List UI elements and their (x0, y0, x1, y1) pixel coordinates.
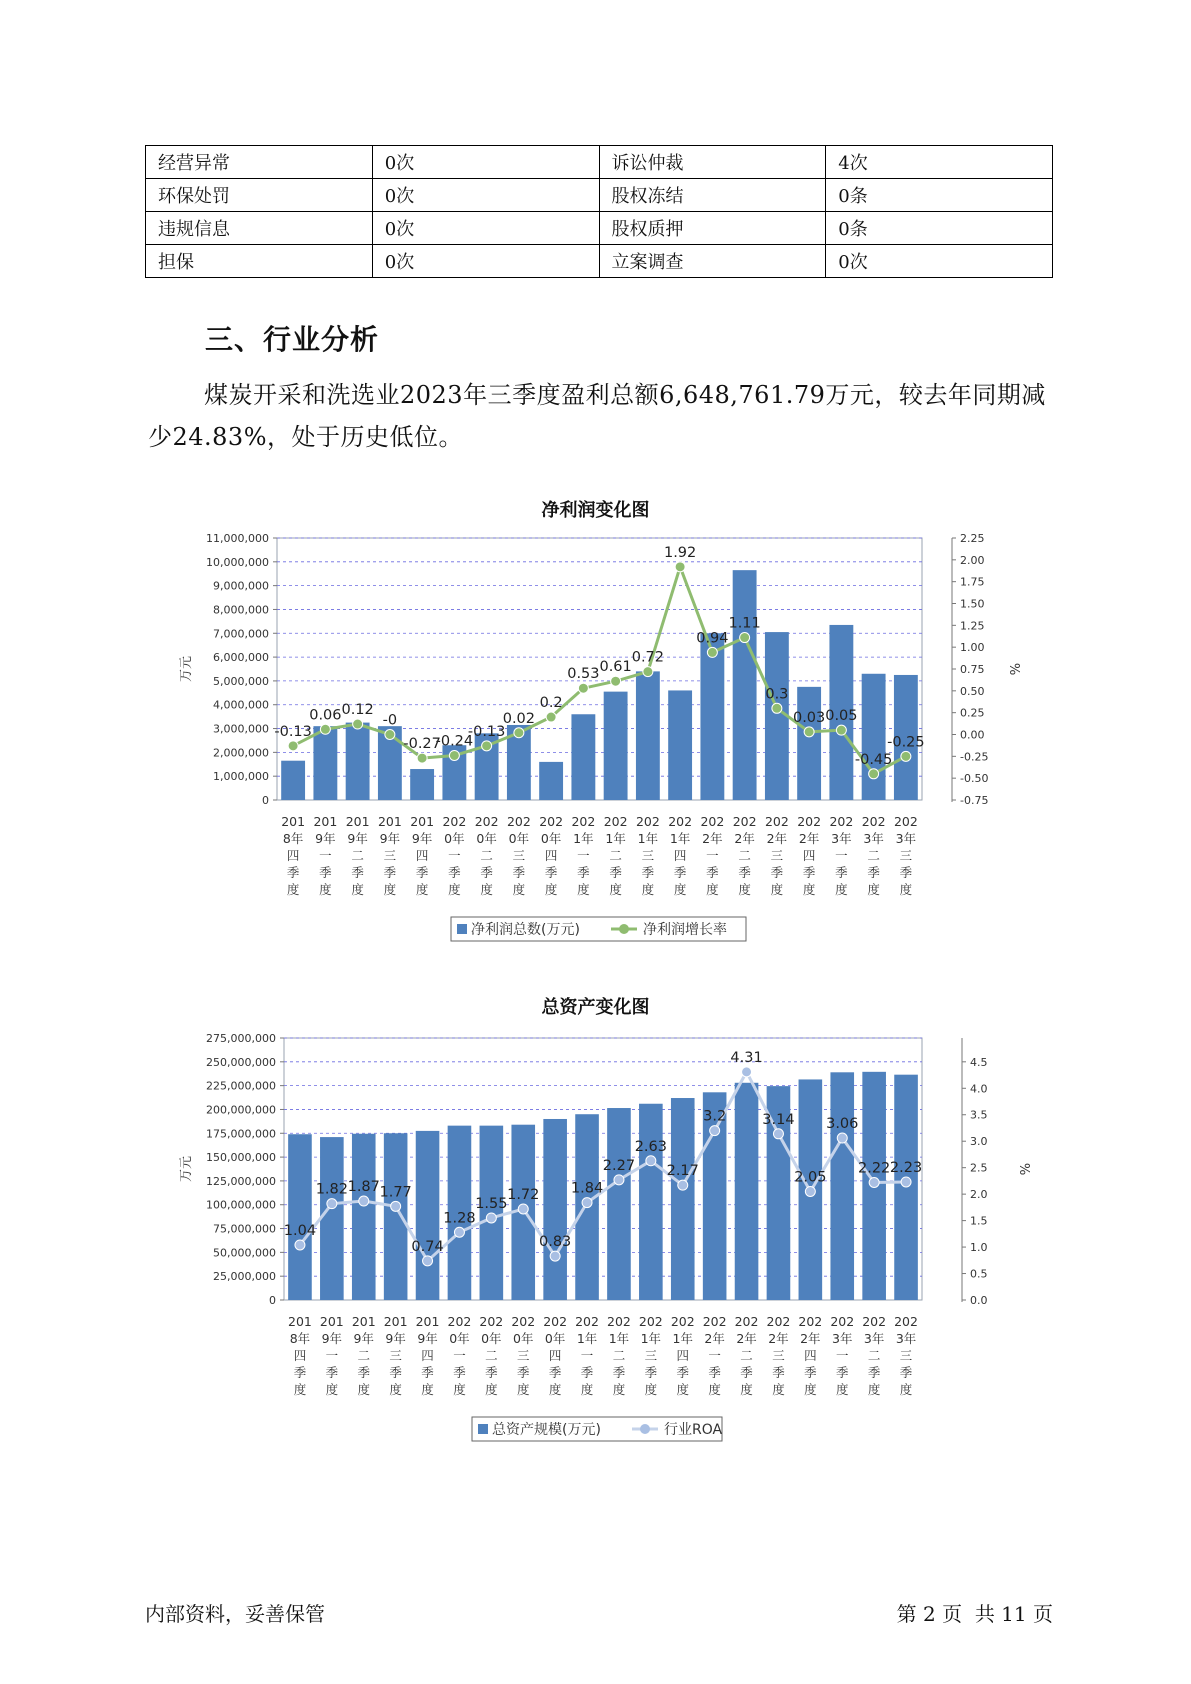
x-tick-label: 202 3年二季度 (861, 814, 886, 897)
bar (733, 570, 757, 800)
bar (700, 633, 724, 800)
y-tick-label-right: -0.75 (960, 794, 989, 807)
y-tick-label-right: 2.25 (960, 532, 985, 545)
y-tick-label-left: 250,000,000 (206, 1055, 276, 1069)
y-tick-label-right: 1.5 (970, 1214, 988, 1228)
y-tick-label-left: 175,000,000 (206, 1127, 276, 1141)
line-point (320, 724, 330, 734)
line-point (836, 725, 846, 735)
line-point (482, 741, 492, 751)
data-label: 2.23 (889, 1159, 923, 1176)
line-point (901, 1177, 911, 1187)
risk-item-label: 经营异常 (146, 146, 373, 179)
data-label: 3.14 (762, 1111, 795, 1128)
line-point (837, 1133, 847, 1143)
x-tick-label: 202 2年二季度 (734, 1314, 759, 1397)
y-tick-label-left: 2,000,000 (213, 746, 269, 760)
data-label: 1.82 (315, 1181, 348, 1198)
legend-bar-swatch (478, 1424, 488, 1434)
bar (288, 1134, 312, 1300)
y-tick-label-left: 0 (269, 1294, 276, 1307)
x-tick-label: 202 1年三季度 (635, 814, 660, 897)
x-tick-label: 202 1年四季度 (670, 1314, 695, 1397)
y-axis-title-left: 万元 (179, 655, 194, 683)
data-label: 2.27 (602, 1157, 636, 1174)
line-point (772, 703, 782, 713)
line-point (869, 769, 879, 779)
data-label: 1.87 (347, 1179, 380, 1196)
line-point (327, 1199, 337, 1209)
y-tick-label-right: 3.5 (970, 1108, 988, 1122)
data-label: 0.12 (341, 702, 374, 719)
risk-item-label: 立案调查 (599, 245, 826, 278)
bar (320, 1137, 344, 1300)
y-tick-label-left: 1,000,000 (213, 770, 269, 784)
bar (830, 1072, 854, 1300)
x-tick-label: 202 2年三季度 (766, 1314, 791, 1397)
x-tick-label: 202 1年一季度 (571, 814, 596, 897)
x-tick-label: 202 3年三季度 (894, 1314, 918, 1397)
line-point (678, 1180, 688, 1190)
data-label: 1.11 (728, 615, 761, 632)
risk-table-row (146, 179, 1053, 212)
line-point (546, 712, 556, 722)
x-tick-label: 202 2年一季度 (702, 1314, 727, 1397)
risk-item-value: 0条 (826, 179, 1053, 212)
data-label: 1.72 (507, 1186, 540, 1203)
y-tick-label-left: 200,000,000 (206, 1103, 276, 1117)
risk-table-row (146, 245, 1053, 278)
data-label: 2.63 (634, 1138, 667, 1155)
data-label: 3.2 (703, 1108, 727, 1125)
bar (862, 674, 886, 800)
x-tick-label: 201 9年二季度 (351, 1314, 376, 1397)
line-point (423, 1256, 433, 1266)
x-tick-label: 201 8年四季度 (281, 814, 306, 897)
y-axis-title-right: % (1009, 662, 1024, 676)
bar (571, 714, 595, 800)
y-tick-label-left: 125,000,000 (206, 1174, 276, 1188)
y-tick-label-left: 6,000,000 (213, 651, 269, 665)
x-tick-label: 202 2年一季度 (700, 814, 725, 897)
data-label: 2.22 (858, 1160, 891, 1177)
risk-item-label: 诉讼仲裁 (599, 146, 826, 179)
y-tick-label-right: 1.25 (960, 619, 985, 633)
line-point (295, 1240, 305, 1250)
data-label: 1.55 (475, 1195, 508, 1212)
bar (346, 723, 370, 800)
y-tick-label-left: 275,000,000 (206, 1032, 276, 1045)
x-tick-label: 202 3年一季度 (829, 814, 854, 897)
data-label: 1.84 (570, 1180, 604, 1197)
data-label: -0.27 (403, 736, 441, 753)
line-point (773, 1129, 783, 1139)
y-tick-label-left: 4,000,000 (213, 698, 269, 712)
line-point (391, 1201, 401, 1211)
x-tick-label: 202 1年二季度 (607, 1314, 631, 1397)
y-tick-label-right: 4.5 (970, 1055, 988, 1069)
data-label: 0.05 (825, 708, 858, 725)
x-tick-label: 202 1年一季度 (575, 1314, 599, 1397)
data-label: 3.06 (826, 1116, 859, 1133)
data-label: 4.31 (730, 1049, 763, 1066)
risk-table-row (146, 146, 1053, 179)
data-label: 1.92 (663, 544, 697, 561)
risk-item-value: 0条 (826, 212, 1053, 245)
section-title: 三、行业分析 (205, 323, 380, 356)
bar (636, 671, 660, 800)
x-tick-label: 202 0年三季度 (511, 1314, 536, 1397)
line-point (611, 676, 621, 686)
line-point (449, 750, 459, 760)
line-point (614, 1175, 624, 1185)
y-tick-label-right: 1.75 (960, 575, 985, 589)
legend-line-marker (640, 1424, 650, 1434)
data-label: 0.02 (502, 710, 536, 727)
risk-item-label: 股权冻结 (599, 179, 826, 212)
bar (604, 692, 628, 800)
total-assets-chart-title: 总资产变化图 (541, 997, 650, 1018)
y-tick-label-left: 0 (262, 794, 269, 807)
y-tick-label-right: 1.50 (960, 597, 985, 611)
y-tick-label-right: 2.0 (970, 1188, 988, 1202)
risk-item-value: 0次 (826, 245, 1053, 278)
x-tick-label: 201 9年四季度 (415, 1314, 440, 1397)
x-tick-label: 202 0年二季度 (474, 814, 499, 897)
data-label: -0.24 (435, 733, 474, 750)
data-label: -0.45 (854, 751, 893, 768)
x-tick-label: 202 0年三季度 (506, 814, 531, 897)
data-label: 2.05 (794, 1169, 827, 1186)
risk-item-label: 环保处罚 (146, 179, 373, 212)
x-tick-label: 201 8年四季度 (288, 1314, 312, 1397)
line-point (643, 667, 653, 677)
y-tick-label-left: 150,000,000 (206, 1151, 276, 1165)
y-tick-label-left: 5,000,000 (213, 674, 269, 688)
data-label: 0.72 (631, 649, 665, 666)
legend-bar-label: 净利润总数(万元) (471, 922, 580, 938)
data-label: 1.77 (379, 1184, 412, 1201)
risk-item-value: 0次 (372, 179, 599, 212)
y-tick-label-right: 4.0 (970, 1082, 988, 1096)
line-point (359, 1196, 369, 1206)
data-label: 0.03 (792, 709, 826, 726)
bar (735, 1083, 759, 1300)
y-tick-label-right: -0.50 (960, 772, 989, 786)
bar (668, 690, 692, 800)
line-point (486, 1213, 496, 1223)
risk-item-value: 0次 (372, 146, 599, 179)
x-tick-label: 201 9年三季度 (383, 1314, 408, 1397)
y-tick-label-left: 11,000,000 (206, 532, 269, 545)
analysis-paragraph: 煤炭开采和洗选业2023年三季度盈利总额6,648,761.79万元，较去年同期减少24.83%，处于历史低位。 (148, 381, 1046, 451)
bar (416, 1131, 440, 1300)
bar (281, 761, 305, 800)
bar (543, 1119, 567, 1300)
data-label: 0.83 (539, 1234, 572, 1251)
legend-line-marker (619, 924, 629, 934)
legend-line-label: 行业ROA (664, 1422, 723, 1438)
line-point (740, 633, 750, 643)
line-point (518, 1204, 528, 1214)
legend-bar-label: 总资产规模(万元) (492, 1422, 601, 1438)
y-tick-label-left: 7,000,000 (213, 627, 269, 641)
line-point (805, 1186, 815, 1196)
data-label: -0.13 (274, 723, 312, 740)
risk-item-label: 担保 (146, 245, 373, 278)
data-label: 0.94 (696, 630, 729, 647)
y-tick-label-right: 2.00 (960, 553, 985, 567)
risk-item-value: 0次 (372, 245, 599, 278)
y-tick-label-left: 8,000,000 (213, 603, 269, 617)
line-point (710, 1126, 720, 1136)
line-point (550, 1251, 560, 1261)
x-tick-label: 202 2年四季度 (797, 814, 822, 897)
risk-info-table (145, 145, 1053, 278)
line-point (578, 683, 588, 693)
data-label: 0.2 (539, 695, 563, 712)
data-label: -0.13 (467, 723, 506, 740)
net-profit-chart-title: 净利润变化图 (541, 500, 650, 521)
data-label: 0.3 (765, 686, 789, 703)
data-label: 1.28 (443, 1210, 476, 1227)
line-point (707, 647, 717, 657)
y-tick-label-right: 1.00 (960, 641, 985, 655)
risk-item-label: 股权质押 (599, 212, 826, 245)
line-point (742, 1067, 752, 1077)
y-tick-label-left: 10,000,000 (206, 555, 269, 569)
x-tick-label: 202 2年二季度 (732, 814, 757, 897)
x-tick-label: 202 3年三季度 (893, 814, 918, 897)
line-point (646, 1156, 656, 1166)
data-label: 0.74 (411, 1238, 444, 1255)
footer-confidential: 内部资料，妥善保管 (145, 1602, 325, 1626)
bar (639, 1104, 663, 1300)
y-tick-label-left: 75,000,000 (213, 1222, 276, 1236)
line-point (514, 728, 524, 738)
x-tick-label: 202 3年二季度 (862, 1314, 887, 1397)
x-tick-label: 202 1年四季度 (668, 814, 693, 897)
y-tick-label-right: 0.0 (970, 1294, 988, 1307)
y-tick-label-right: 0.5 (970, 1267, 988, 1281)
x-tick-label: 201 9年一季度 (313, 814, 338, 897)
line-point (417, 753, 427, 763)
x-tick-label: 202 3年一季度 (830, 1314, 855, 1397)
line-point (353, 719, 363, 729)
x-tick-label: 202 0年一季度 (447, 1314, 472, 1397)
bar (797, 687, 821, 800)
line-point (675, 562, 685, 572)
bar (410, 769, 434, 800)
x-tick-label: 202 0年二季度 (479, 1314, 504, 1397)
y-tick-label-right: 0.25 (960, 706, 985, 720)
y-tick-label-right: 0.50 (960, 684, 985, 698)
data-label: 2.17 (666, 1163, 699, 1180)
x-tick-label: 201 9年一季度 (319, 1314, 344, 1397)
line-point (869, 1177, 879, 1187)
y-tick-label-right: -0.25 (960, 750, 989, 764)
data-label: 1.04 (283, 1222, 317, 1239)
x-tick-label: 201 9年四季度 (410, 814, 435, 897)
x-tick-label: 201 9年三季度 (377, 814, 402, 897)
y-tick-label-left: 3,000,000 (213, 722, 269, 736)
line-point (454, 1227, 464, 1237)
y-tick-label-right: 0.00 (960, 728, 985, 742)
data-label: -0.25 (887, 734, 925, 751)
bar (352, 1134, 376, 1300)
line-point (804, 727, 814, 737)
y-axis-title-left: 万元 (179, 1155, 194, 1183)
bar (671, 1098, 695, 1300)
data-label: 0.61 (599, 659, 632, 676)
x-tick-label: 202 0年四季度 (543, 1314, 568, 1397)
x-tick-label: 201 9年二季度 (345, 814, 370, 897)
net-profit-chart (0, 520, 1191, 940)
bar (607, 1108, 631, 1300)
y-tick-label-left: 9,000,000 (213, 579, 269, 593)
y-tick-label-right: 1.0 (970, 1241, 988, 1255)
x-tick-label: 202 1年二季度 (603, 814, 628, 897)
data-label: 0.06 (309, 707, 342, 724)
risk-item-label: 违规信息 (146, 212, 373, 245)
y-tick-label-left: 100,000,000 (206, 1198, 276, 1212)
y-tick-label-right: 0.75 (960, 663, 985, 676)
y-tick-label-right: 2.5 (970, 1161, 988, 1175)
bar (539, 762, 563, 800)
footer-page-number: 第 2 页 共 11 页 (896, 1602, 1053, 1626)
x-tick-label: 202 1年三季度 (638, 1314, 663, 1397)
data-label: 0.53 (567, 666, 600, 683)
y-axis-title-right: % (1019, 1162, 1034, 1176)
risk-item-value: 4次 (826, 146, 1053, 179)
risk-table-row (146, 212, 1053, 245)
bar (313, 726, 337, 800)
line-point (385, 730, 395, 740)
legend-line-label: 净利润增长率 (643, 922, 727, 938)
line-point (901, 751, 911, 761)
x-tick-label: 202 2年四季度 (798, 1314, 823, 1397)
y-tick-label-left: 25,000,000 (213, 1270, 276, 1284)
data-label: -0 (382, 712, 398, 729)
x-tick-label: 202 0年一季度 (442, 814, 467, 897)
y-tick-label-left: 50,000,000 (213, 1246, 276, 1260)
legend-bar-swatch (457, 924, 467, 934)
line-point (582, 1198, 592, 1208)
line-point (288, 741, 298, 751)
y-tick-label-left: 225,000,000 (206, 1079, 276, 1093)
x-tick-label: 202 2年三季度 (764, 814, 789, 897)
total-assets-chart (0, 1020, 1191, 1440)
y-tick-label-right: 3.0 (970, 1135, 988, 1149)
bar (384, 1133, 408, 1300)
x-tick-label: 202 0年四季度 (539, 814, 564, 897)
risk-item-value: 0次 (372, 212, 599, 245)
